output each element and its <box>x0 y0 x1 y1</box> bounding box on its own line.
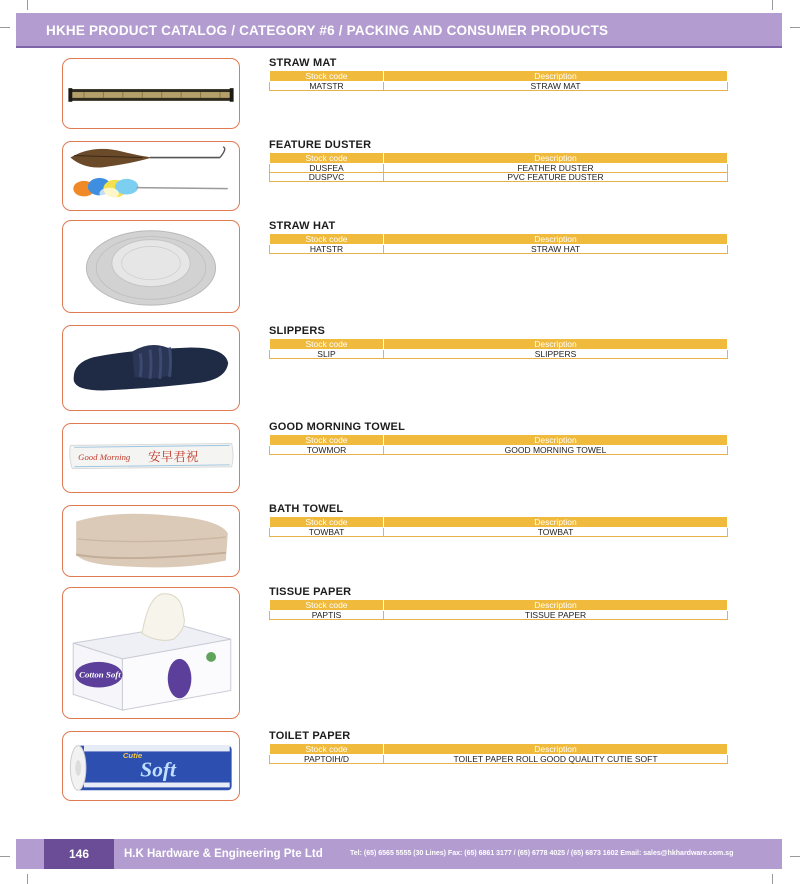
product-title: TOILET PAPER <box>269 730 351 742</box>
product-table <box>269 743 728 764</box>
stock-code-cell: DUSFEA <box>270 164 384 173</box>
tissue-brand-text: Cotton Soft <box>79 669 121 680</box>
stock-code-header: Stock code <box>270 744 384 755</box>
table-row <box>270 245 728 254</box>
stock-code-cell: TOWBAT <box>270 528 384 537</box>
product-table <box>269 434 728 455</box>
table-row <box>270 350 728 359</box>
product-title: BATH TOWEL <box>269 503 344 515</box>
product-straw-mat <box>269 56 729 91</box>
description-header: Description <box>384 435 728 446</box>
toilet-brand-small-text: Cutie <box>122 751 143 761</box>
product-good-morning-towel <box>269 420 729 455</box>
stock-code-header: Stock code <box>270 153 384 164</box>
straw-mat-image <box>62 58 240 129</box>
towel-print-text: 安早君祝 <box>148 448 199 464</box>
good-morning-towel-image <box>62 423 240 493</box>
table-row <box>270 446 728 455</box>
stock-code-cell: PAPTIS <box>270 611 384 620</box>
table-row <box>270 528 728 537</box>
stock-code-header: Stock code <box>270 435 384 446</box>
product-table <box>269 516 728 537</box>
product-table <box>269 70 728 91</box>
table-row <box>270 611 728 620</box>
stock-code-cell: TOWMOR <box>270 446 384 455</box>
crop-mark <box>790 27 800 28</box>
table-row <box>270 82 728 91</box>
stock-code-header: Stock code <box>270 600 384 611</box>
stock-code-cell: PAPTOIH/D <box>270 755 384 764</box>
description-cell: TOWBAT <box>384 528 728 537</box>
product-title: GOOD MORNING TOWEL <box>269 421 406 433</box>
stock-code-cell: HATSTR <box>270 245 384 254</box>
description-header: Description <box>384 153 728 164</box>
product-title: STRAW MAT <box>269 57 337 69</box>
description-cell: STRAW MAT <box>384 82 728 91</box>
product-slippers <box>269 324 729 359</box>
product-table <box>269 338 728 359</box>
crop-mark <box>0 27 10 28</box>
description-header: Description <box>384 517 728 528</box>
stock-code-header: Stock code <box>270 71 384 82</box>
description-cell: PVC FEATURE DUSTER <box>384 173 728 182</box>
crop-mark <box>27 0 28 10</box>
company-name: H.K Hardware & Engineering Pte Ltd <box>124 848 323 860</box>
stock-code-cell: SLIP <box>270 350 384 359</box>
description-cell: TISSUE PAPER <box>384 611 728 620</box>
description-header: Description <box>384 339 728 350</box>
product-title: TISSUE PAPER <box>269 586 352 598</box>
table-row <box>270 173 728 182</box>
product-straw-hat <box>269 219 729 254</box>
stock-code-cell: DUSPVC <box>270 173 384 182</box>
description-cell: GOOD MORNING TOWEL <box>384 446 728 455</box>
product-tissue-paper <box>269 585 729 620</box>
product-table <box>269 599 728 620</box>
product-feather-duster <box>269 138 729 182</box>
product-toilet-paper <box>269 729 729 764</box>
tissue-paper-image <box>62 587 240 719</box>
product-title: SLIPPERS <box>269 325 326 337</box>
crop-mark <box>772 874 773 884</box>
stock-code-cell: MATSTR <box>270 82 384 91</box>
crop-mark <box>772 0 773 10</box>
description-header: Description <box>384 234 728 245</box>
page-footer <box>16 839 782 869</box>
stock-code-header: Stock code <box>270 517 384 528</box>
description-header: Description <box>384 71 728 82</box>
bath-towel-image <box>62 505 240 577</box>
toilet-paper-image <box>62 731 240 801</box>
page-header: HKHE PRODUCT CATALOG / CATEGORY #6 / PACKING AND CONSUMER PRODUCTS <box>16 13 782 48</box>
straw-hat-image <box>62 220 240 313</box>
description-cell: SLIPPERS <box>384 350 728 359</box>
description-cell: STRAW HAT <box>384 245 728 254</box>
crop-mark <box>27 874 28 884</box>
description-cell: FEATHER DUSTER <box>384 164 728 173</box>
stock-code-header: Stock code <box>270 339 384 350</box>
feather-duster-image <box>62 141 240 211</box>
slippers-image <box>62 325 240 411</box>
toilet-brand-text: Soft <box>140 757 176 782</box>
stock-code-header: Stock code <box>270 234 384 245</box>
crop-mark <box>0 856 10 857</box>
product-title: STRAW HAT <box>269 220 336 232</box>
product-table <box>269 152 728 182</box>
table-row <box>270 755 728 764</box>
product-bath-towel <box>269 502 729 537</box>
description-cell: TOILET PAPER ROLL GOOD QUALITY CUTIE SOFT <box>384 755 728 764</box>
product-title: FEATURE DUSTER <box>269 139 372 151</box>
crop-mark <box>790 856 800 857</box>
description-header: Description <box>384 744 728 755</box>
towel-print-text: Good Morning <box>78 451 131 462</box>
product-table <box>269 233 728 254</box>
contact-info: Tel: (65) 6565 5555 (30 Lines) Fax: (65) 6861 3177 / (65) 6778 4025 / (65) 6873 1602 Email: sales@hkhardware.com.sg <box>350 850 734 857</box>
description-header: Description <box>384 600 728 611</box>
page-number: 146 <box>44 839 114 869</box>
